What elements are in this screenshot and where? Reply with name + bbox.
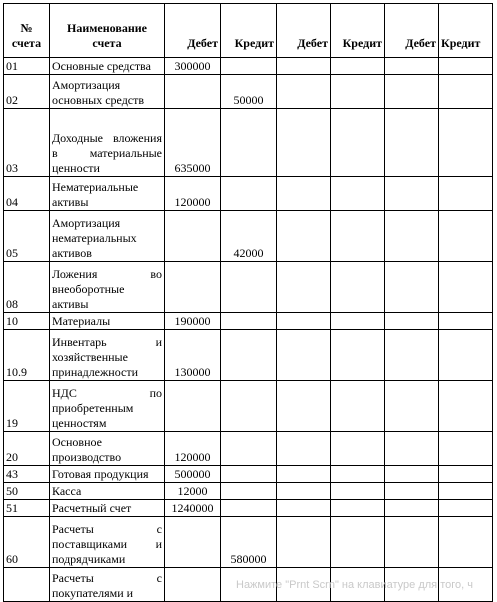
account-number-cell: 60 bbox=[4, 517, 50, 568]
debit-cell-3 bbox=[385, 109, 439, 177]
account-number-cell: 04 bbox=[4, 177, 50, 211]
account-name-cell: Ложения во внеоборотные активы bbox=[50, 262, 165, 313]
account-name-cell: Инвентарь и хозяйственные принадлежности bbox=[50, 330, 165, 381]
credit-cell-2 bbox=[331, 330, 385, 381]
debit-cell-2 bbox=[277, 262, 331, 313]
account-name-cell: Расчеты с покупателями и bbox=[50, 568, 165, 602]
account-name-cell: Основные средства bbox=[50, 58, 165, 75]
debit-cell-3 bbox=[385, 58, 439, 75]
table-row bbox=[4, 177, 493, 211]
account-name-cell: Нематериальные активы bbox=[50, 177, 165, 211]
credit-cell bbox=[221, 109, 277, 177]
account-name-cell: Амортизация нематериальных активов bbox=[50, 211, 165, 262]
credit-cell bbox=[221, 177, 277, 211]
table-row bbox=[4, 330, 493, 381]
table-row bbox=[4, 211, 493, 262]
credit-cell-3 bbox=[439, 313, 493, 330]
debit-cell: 12000 bbox=[165, 483, 221, 500]
debit-cell-3 bbox=[385, 75, 439, 109]
debit-cell: 190000 bbox=[165, 313, 221, 330]
debit-cell-2 bbox=[277, 432, 331, 466]
account-number-cell: 50 bbox=[4, 483, 50, 500]
debit-cell bbox=[165, 381, 221, 432]
credit-header-2: Кредит bbox=[331, 4, 385, 58]
debit-cell-3 bbox=[385, 211, 439, 262]
debit-header-1: Дебет bbox=[165, 4, 221, 58]
debit-cell-2 bbox=[277, 381, 331, 432]
debit-cell-3 bbox=[385, 262, 439, 313]
debit-cell-2 bbox=[277, 75, 331, 109]
credit-cell bbox=[221, 483, 277, 500]
credit-cell bbox=[221, 381, 277, 432]
debit-cell-2 bbox=[277, 517, 331, 568]
credit-cell bbox=[221, 466, 277, 483]
credit-cell-2 bbox=[331, 381, 385, 432]
table-row bbox=[4, 483, 493, 500]
table-row bbox=[4, 262, 493, 313]
account-name-cell: НДС по приобретенным ценностям bbox=[50, 381, 165, 432]
credit-cell-3 bbox=[439, 262, 493, 313]
table-row bbox=[4, 75, 493, 109]
credit-cell-3 bbox=[439, 517, 493, 568]
debit-cell bbox=[165, 211, 221, 262]
debit-cell-3 bbox=[385, 517, 439, 568]
table-row bbox=[4, 432, 493, 466]
credit-cell: 42000 bbox=[221, 211, 277, 262]
credit-cell-3 bbox=[439, 466, 493, 483]
credit-cell-3 bbox=[439, 58, 493, 75]
table-row bbox=[4, 109, 493, 177]
account-name-cell: Расчетный счет bbox=[50, 500, 165, 517]
debit-cell-2 bbox=[277, 330, 331, 381]
debit-cell-2 bbox=[277, 483, 331, 500]
debit-cell-3 bbox=[385, 483, 439, 500]
debit-cell-3 bbox=[385, 500, 439, 517]
account-name-cell: Готовая продукция bbox=[50, 466, 165, 483]
table-row bbox=[4, 517, 493, 568]
account-name-header: Наименование счета bbox=[50, 4, 165, 58]
debit-cell-2 bbox=[277, 313, 331, 330]
debit-cell: 1240000 bbox=[165, 500, 221, 517]
debit-header-3: Дебет bbox=[385, 4, 439, 58]
account-number-cell: 51 bbox=[4, 500, 50, 517]
debit-cell-2 bbox=[277, 211, 331, 262]
debit-header-2: Дебет bbox=[277, 4, 331, 58]
account-number-cell: 10 bbox=[4, 313, 50, 330]
account-number-cell: 10.9 bbox=[4, 330, 50, 381]
credit-cell: 50000 bbox=[221, 75, 277, 109]
credit-cell-2 bbox=[331, 517, 385, 568]
credit-cell-3 bbox=[439, 109, 493, 177]
credit-cell-2 bbox=[331, 313, 385, 330]
credit-cell-2 bbox=[331, 109, 385, 177]
credit-cell-2 bbox=[331, 466, 385, 483]
credit-cell bbox=[221, 262, 277, 313]
debit-cell-2 bbox=[277, 109, 331, 177]
table-row bbox=[4, 381, 493, 432]
account-number-cell: 43 bbox=[4, 466, 50, 483]
account-number-cell: 05 bbox=[4, 211, 50, 262]
credit-cell bbox=[221, 330, 277, 381]
credit-cell-2 bbox=[331, 211, 385, 262]
debit-cell bbox=[165, 517, 221, 568]
debit-cell-2 bbox=[277, 58, 331, 75]
account-number-cell bbox=[4, 568, 50, 602]
debit-cell-3 bbox=[385, 466, 439, 483]
credit-cell-3 bbox=[439, 500, 493, 517]
debit-cell: 120000 bbox=[165, 432, 221, 466]
debit-cell-3 bbox=[385, 381, 439, 432]
credit-cell-3 bbox=[439, 432, 493, 466]
table-row bbox=[4, 58, 493, 75]
accounts-table bbox=[3, 3, 493, 602]
credit-cell-3 bbox=[439, 381, 493, 432]
debit-cell bbox=[165, 262, 221, 313]
debit-cell: 635000 bbox=[165, 109, 221, 177]
account-name-cell: Доходные вложения в материальные ценности bbox=[50, 109, 165, 177]
debit-cell-3 bbox=[385, 313, 439, 330]
credit-cell-3 bbox=[439, 211, 493, 262]
debit-cell-3 bbox=[385, 177, 439, 211]
credit-cell-2 bbox=[331, 58, 385, 75]
credit-header-1: Кредит bbox=[221, 4, 277, 58]
account-name-cell: Касса bbox=[50, 483, 165, 500]
debit-cell: 130000 bbox=[165, 330, 221, 381]
credit-cell-2 bbox=[331, 432, 385, 466]
account-name-cell: Материалы bbox=[50, 313, 165, 330]
account-number-cell: 20 bbox=[4, 432, 50, 466]
account-number-cell: 01 bbox=[4, 58, 50, 75]
debit-cell-3 bbox=[385, 432, 439, 466]
debit-cell bbox=[165, 75, 221, 109]
table-row bbox=[4, 500, 493, 517]
debit-cell: 500000 bbox=[165, 466, 221, 483]
credit-cell-3 bbox=[439, 330, 493, 381]
account-number-cell: 03 bbox=[4, 109, 50, 177]
debit-cell-3 bbox=[385, 330, 439, 381]
debit-cell: 120000 bbox=[165, 177, 221, 211]
credit-cell-2 bbox=[331, 483, 385, 500]
account-number-cell: 02 bbox=[4, 75, 50, 109]
credit-cell bbox=[221, 432, 277, 466]
debit-cell: 300000 bbox=[165, 58, 221, 75]
credit-cell-3 bbox=[439, 177, 493, 211]
account-number-cell: 19 bbox=[4, 381, 50, 432]
credit-cell-2 bbox=[331, 177, 385, 211]
credit-cell bbox=[221, 313, 277, 330]
header-row bbox=[4, 4, 493, 58]
credit-cell-3 bbox=[439, 483, 493, 500]
credit-cell-3 bbox=[439, 75, 493, 109]
credit-cell-2 bbox=[331, 75, 385, 109]
debit-cell-2 bbox=[277, 466, 331, 483]
table-row bbox=[4, 313, 493, 330]
debit-cell bbox=[165, 568, 221, 602]
account-number-cell: 08 bbox=[4, 262, 50, 313]
account-number-header: № счета bbox=[4, 4, 50, 58]
credit-cell bbox=[221, 500, 277, 517]
credit-cell-2 bbox=[331, 500, 385, 517]
account-name-cell: Расчеты с поставщиками и подрядчиками bbox=[50, 517, 165, 568]
table-row bbox=[4, 466, 493, 483]
debit-cell-2 bbox=[277, 500, 331, 517]
credit-cell bbox=[221, 58, 277, 75]
account-name-cell: Амортизация основных средств bbox=[50, 75, 165, 109]
credit-header-3: Кредит bbox=[439, 4, 493, 58]
account-name-cell: Основное производство bbox=[50, 432, 165, 466]
credit-cell-2 bbox=[331, 262, 385, 313]
debit-cell-2 bbox=[277, 177, 331, 211]
print-screen-watermark: Нажмите "Prnt Scrn" на клавиатуре для того, ч bbox=[236, 579, 473, 591]
credit-cell: 580000 bbox=[221, 517, 277, 568]
